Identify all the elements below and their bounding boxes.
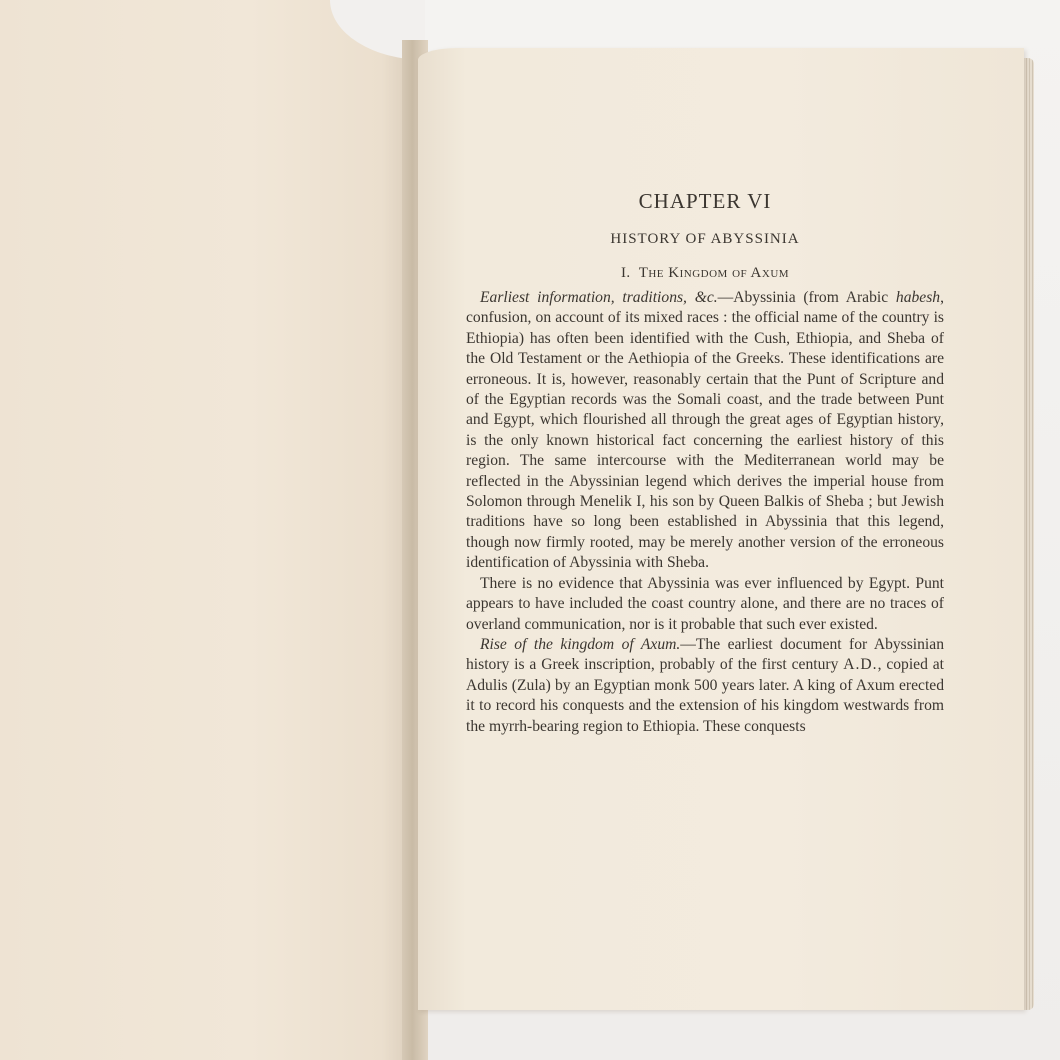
right-page	[418, 48, 1024, 1010]
page-text-block	[466, 188, 944, 737]
era-abbreviation: A.D.	[843, 656, 878, 674]
side-head-earliest-information: Earliest information, traditions, &c.	[480, 289, 718, 306]
chapter-heading: CHAPTER VI	[638, 189, 772, 213]
section-number: I.	[620, 265, 631, 281]
paragraph-body-end: , copied at Adulis (Zula) by an Egyptian monk 500 years later. A king of Axum erected it to record his conquests and the extension of his kingdom westwards from the myrrh-bearing region to Ethiopia. These conquests	[466, 656, 944, 735]
side-head-rise-of-axum: Rise of the kingdom of Axum.	[480, 635, 681, 653]
left-page-blank	[0, 0, 415, 1060]
paragraph-body: There is no evidence that Abyssinia was ever influenced by Egypt. Punt appears to have included the coast country alone, and there are no traces of overland communication, nor is it probable that such ever existed.	[466, 574, 944, 633]
paragraph-body-start: —The earliest document for Abyssinian history is a Greek inscription, probably of the first century	[466, 635, 944, 674]
arabic-term: habesh	[895, 289, 941, 306]
paragraph-earliest-information	[466, 288, 944, 574]
section-title	[466, 262, 944, 284]
paragraph-egypt-influence	[466, 574, 944, 635]
chapter-title: HISTORY OF ABYSSINIA	[610, 231, 800, 247]
section-title-text: The Kingdom of Axum	[638, 265, 790, 281]
paragraph-body: —Abyssinia (from Arabic habesh, confusion, on account of its mixed races : the official name of the country is Ethiopia) has often been identified with the Cush, Ethiopia, and Sheba of the Old Testament or the Aethiopia of the Greeks. These identifications are erroneous. It is, however, reasonably certain that the Punt of Scripture and of the Egyptian records was the Somali coast, and the trade between Punt and Egypt, which flourished all through the great ages of Egyptian history, is the only known historical fact concerning the earliest history of this region. The same intercourse with the Mediterranean world may be reflected in the Abyssinian legend which derives the imperial house from Solomon through Menelik I, his son by Queen Balkis of Sheba ; but Jewish traditions have so long been established in Abyssinia that this legend, though now firmly rooted, may be merely another version of the erroneous identification of Abyssinia with Sheba.	[466, 289, 944, 572]
paragraph-rise-of-axum	[466, 635, 944, 737]
